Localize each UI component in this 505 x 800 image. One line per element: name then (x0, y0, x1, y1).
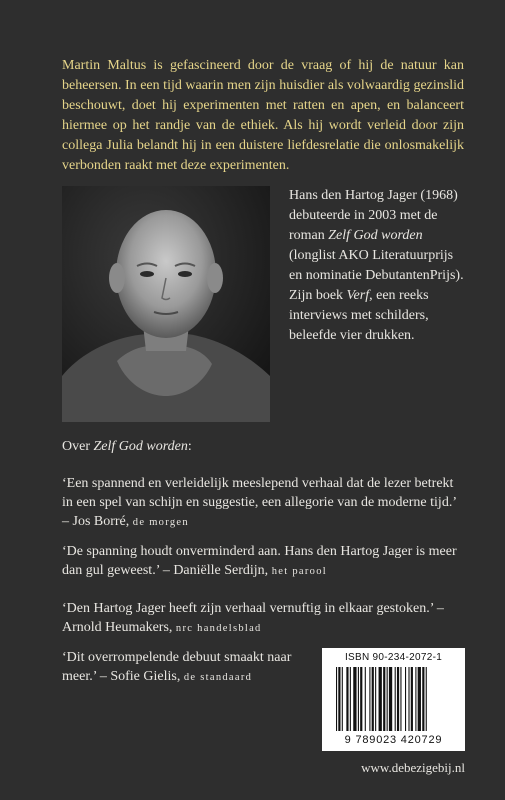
isbn-barcode (322, 648, 465, 751)
review-quote: ‘De spanning houdt onverminderd aan. Hans den Hartog Jager is meer dan gul geweest.’ – Daniëlle Serdijn, het parool (62, 544, 457, 578)
back-cover-blurb: Martin Maltus is gefascineerd door de vraag of hij de natuur kan beheersen. In een tijd waarin men zijn huisdier als volwaardig gezinslid beschouwt, doet hij experimenten met ratten en apen, en balanceert hiermee op het randje van de ethiek. Als hij wordt verleid door zijn collega Julia belandt hij in een duistere liefdesrelatie die onlosmakelijk verbonden raakt met deze experimenten. (62, 58, 464, 173)
barcode-digits: 9 789023 420729 (344, 734, 443, 746)
review-quote: ‘Den Hartog Jager heeft zijn verhaal vernuftig in elkaar gestoken.’ – Arnold Heumakers, nrc handelsblad (62, 601, 444, 635)
bio-text: Hans den Hartog Jager (1968) debuteerde in 2003 met de roman (289, 188, 458, 243)
review-source: het parool (271, 566, 327, 577)
isbn-number: ISBN 90-234-2072-1 (344, 652, 443, 663)
author-bio (289, 186, 469, 346)
bio-text: , een reeks interviews met schilders, beleefde vier drukken. (289, 288, 429, 343)
bio-book-title: Verf (346, 288, 370, 303)
review-source: de standaard (183, 672, 253, 683)
review-quote: ‘Een spannend en verleidelijk meeslepend verhaal dat de lezer betrekt in een spel van schijn en suggestie, een allegorie van de moderne tijd.’ – Jos Borré, de morgen (62, 476, 456, 529)
bio-book-title: Zelf God worden (328, 228, 423, 243)
review-source: de morgen (132, 517, 189, 528)
bio-text: (longlist AKO Literatuurprijs en nominatie DebutantenPrijs). Zijn boek (289, 248, 464, 303)
review-quote: ‘Dit overrompelende debuut smaakt naar meer.’ – Sofie Gielis, de standaard (62, 650, 292, 684)
reviewed-book-title: Zelf God worden (93, 439, 188, 454)
reviews-heading: Over Zelf God worden: (62, 439, 192, 454)
review-source: nrc handelsblad (175, 623, 262, 634)
author-photo (62, 186, 270, 422)
publisher-website: www.debezigebij.nl (361, 760, 465, 775)
